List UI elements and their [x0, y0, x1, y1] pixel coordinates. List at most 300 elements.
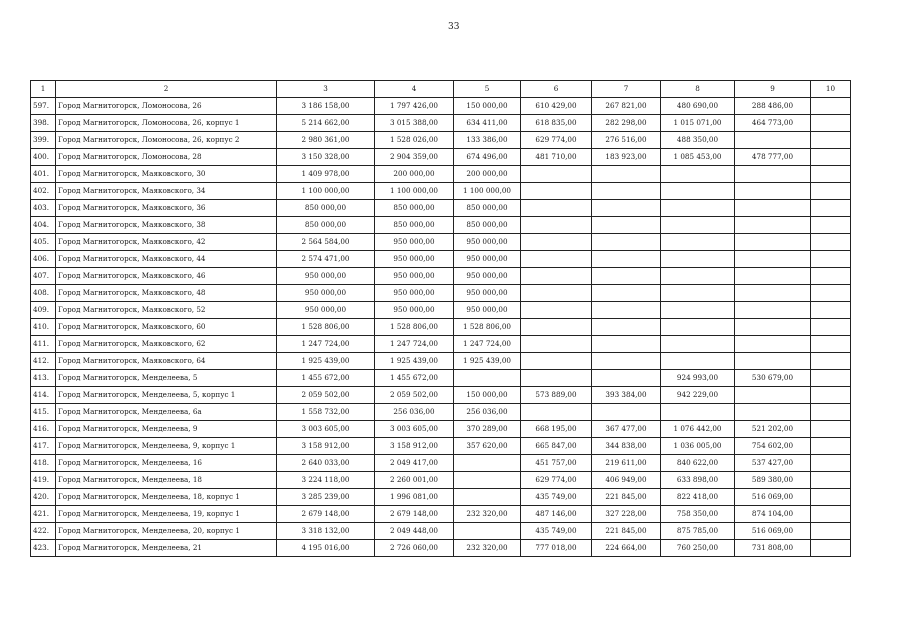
amount-cell: 393 384,00 — [592, 387, 661, 404]
amount-cell: 777 018,00 — [521, 540, 592, 557]
address-cell: Город Магнитогорск, Маяковского, 34 — [56, 183, 277, 200]
address-cell: Город Магнитогорск, Маяковского, 38 — [56, 217, 277, 234]
amount-cell: 357 620,00 — [454, 438, 521, 455]
row-number: 400. — [31, 149, 56, 166]
amount-cell — [661, 336, 735, 353]
amount-cell — [811, 200, 851, 217]
row-number: 411. — [31, 336, 56, 353]
table-row — [31, 472, 851, 489]
amount-cell: 665 847,00 — [521, 438, 592, 455]
table-body — [31, 81, 851, 557]
amount-cell: 521 202,00 — [735, 421, 811, 438]
address-cell: Город Магнитогорск, Ломоносова, 28 — [56, 149, 277, 166]
amount-cell — [811, 421, 851, 438]
row-number: 405. — [31, 234, 56, 251]
table-row — [31, 336, 851, 353]
amount-cell — [811, 166, 851, 183]
amount-cell: 618 835,00 — [521, 115, 592, 132]
row-number: 414. — [31, 387, 56, 404]
row-number: 407. — [31, 268, 56, 285]
amount-cell: 1 100 000,00 — [375, 183, 454, 200]
amount-cell — [811, 370, 851, 387]
table-row — [31, 98, 851, 115]
amount-cell: 760 250,00 — [661, 540, 735, 557]
amount-cell — [811, 523, 851, 540]
amount-cell — [592, 319, 661, 336]
amount-cell: 435 749,00 — [521, 523, 592, 540]
amount-cell — [811, 268, 851, 285]
table-row — [31, 319, 851, 336]
amount-cell: 183 923,00 — [592, 149, 661, 166]
table-row — [31, 523, 851, 540]
table-row — [31, 149, 851, 166]
amount-cell: 451 757,00 — [521, 455, 592, 472]
row-number: 410. — [31, 319, 56, 336]
table-row — [31, 166, 851, 183]
row-number: 403. — [31, 200, 56, 217]
amount-cell: 537 427,00 — [735, 455, 811, 472]
address-cell: Город Магнитогорск, Менделеева, 16 — [56, 455, 277, 472]
page-number: 33 — [448, 22, 460, 32]
amount-cell — [661, 200, 735, 217]
row-number: 416. — [31, 421, 56, 438]
amount-cell: 950 000,00 — [375, 234, 454, 251]
amount-cell: 942 229,00 — [661, 387, 735, 404]
amount-cell — [521, 302, 592, 319]
amount-cell — [521, 353, 592, 370]
address-cell: Город Магнитогорск, Менделеева, 18, корпус 1 — [56, 489, 277, 506]
amount-cell — [661, 183, 735, 200]
amount-cell — [811, 336, 851, 353]
amount-cell: 2 726 060,00 — [375, 540, 454, 557]
amount-cell: 2 059 502,00 — [375, 387, 454, 404]
amount-cell: 1 528 806,00 — [375, 319, 454, 336]
amount-cell: 367 477,00 — [592, 421, 661, 438]
amount-cell: 874 104,00 — [735, 506, 811, 523]
table-row — [31, 115, 851, 132]
amount-cell: 850 000,00 — [277, 200, 375, 217]
table-row — [31, 455, 851, 472]
amount-cell: 219 611,00 — [592, 455, 661, 472]
amount-cell: 406 949,00 — [592, 472, 661, 489]
amount-cell — [454, 455, 521, 472]
address-cell: Город Магнитогорск, Менделеева, 5 — [56, 370, 277, 387]
amount-cell — [661, 251, 735, 268]
amount-cell: 822 418,00 — [661, 489, 735, 506]
address-cell: Город Магнитогорск, Менделеева, 20, корпус 1 — [56, 523, 277, 540]
amount-cell — [592, 166, 661, 183]
amount-cell — [735, 166, 811, 183]
amount-cell: 2 574 471,00 — [277, 251, 375, 268]
amount-cell: 674 496,00 — [454, 149, 521, 166]
amount-cell — [735, 336, 811, 353]
amount-cell: 344 838,00 — [592, 438, 661, 455]
amount-cell: 1 558 732,00 — [277, 404, 375, 421]
amount-cell — [735, 217, 811, 234]
amount-cell — [811, 183, 851, 200]
amount-cell: 1 455 672,00 — [375, 370, 454, 387]
row-number: 597. — [31, 98, 56, 115]
amount-cell: 850 000,00 — [375, 217, 454, 234]
amount-cell — [735, 268, 811, 285]
amount-cell: 668 195,00 — [521, 421, 592, 438]
amount-cell — [735, 234, 811, 251]
amount-cell — [811, 455, 851, 472]
amount-cell: 150 000,00 — [454, 98, 521, 115]
amount-cell — [661, 404, 735, 421]
amount-cell: 288 486,00 — [735, 98, 811, 115]
amount-cell: 478 777,00 — [735, 149, 811, 166]
address-cell: Город Магнитогорск, Маяковского, 48 — [56, 285, 277, 302]
amount-cell: 2 049 448,00 — [375, 523, 454, 540]
row-number: 402. — [31, 183, 56, 200]
amount-cell: 276 516,00 — [592, 132, 661, 149]
amount-cell — [661, 285, 735, 302]
address-cell: Город Магнитогорск, Маяковского, 60 — [56, 319, 277, 336]
table-row — [31, 506, 851, 523]
row-number: 406. — [31, 251, 56, 268]
amount-cell: 464 773,00 — [735, 115, 811, 132]
amount-cell — [811, 251, 851, 268]
row-number: 399. — [31, 132, 56, 149]
address-cell: Город Магнитогорск, Менделеева, 9 — [56, 421, 277, 438]
amount-cell — [521, 166, 592, 183]
amount-cell: 924 993,00 — [661, 370, 735, 387]
amount-cell: 516 069,00 — [735, 523, 811, 540]
amount-cell: 629 774,00 — [521, 472, 592, 489]
amount-cell — [811, 319, 851, 336]
amount-cell: 200 000,00 — [454, 166, 521, 183]
amount-cell: 950 000,00 — [454, 251, 521, 268]
amount-cell: 1 085 453,00 — [661, 149, 735, 166]
row-number: 422. — [31, 523, 56, 540]
amount-cell — [592, 336, 661, 353]
column-header: 8 — [661, 81, 735, 98]
column-header: 3 — [277, 81, 375, 98]
amount-cell — [811, 472, 851, 489]
table-row — [31, 489, 851, 506]
amount-cell: 1 455 672,00 — [277, 370, 375, 387]
row-number: 398. — [31, 115, 56, 132]
amount-cell: 530 679,00 — [735, 370, 811, 387]
amount-cell: 850 000,00 — [277, 217, 375, 234]
amount-cell — [811, 353, 851, 370]
amount-cell: 2 564 584,00 — [277, 234, 375, 251]
amount-cell: 256 036,00 — [454, 404, 521, 421]
amount-cell: 1 100 000,00 — [454, 183, 521, 200]
amount-cell: 754 602,00 — [735, 438, 811, 455]
amount-cell — [592, 200, 661, 217]
amount-cell: 256 036,00 — [375, 404, 454, 421]
column-header: 4 — [375, 81, 454, 98]
amount-cell: 634 411,00 — [454, 115, 521, 132]
amount-cell — [661, 302, 735, 319]
table-row — [31, 251, 851, 268]
address-cell: Город Магнитогорск, Менделеева, 6а — [56, 404, 277, 421]
amount-cell — [811, 132, 851, 149]
table-row — [31, 540, 851, 557]
amount-cell — [521, 404, 592, 421]
amount-cell: 950 000,00 — [454, 285, 521, 302]
address-cell: Город Магнитогорск, Маяковского, 36 — [56, 200, 277, 217]
amount-cell: 1 925 439,00 — [375, 353, 454, 370]
row-number: 408. — [31, 285, 56, 302]
amount-cell — [811, 404, 851, 421]
amount-cell: 2 679 148,00 — [277, 506, 375, 523]
amount-cell — [735, 353, 811, 370]
table-row — [31, 217, 851, 234]
amount-cell: 950 000,00 — [277, 285, 375, 302]
amount-cell: 488 350,00 — [661, 132, 735, 149]
amount-cell: 232 320,00 — [454, 506, 521, 523]
column-header: 10 — [811, 81, 851, 98]
amount-cell — [811, 438, 851, 455]
amount-cell: 1 409 978,00 — [277, 166, 375, 183]
amount-cell — [811, 98, 851, 115]
amount-cell — [521, 183, 592, 200]
amount-cell — [521, 319, 592, 336]
amount-cell — [454, 370, 521, 387]
amount-cell: 3 015 388,00 — [375, 115, 454, 132]
amount-cell — [735, 404, 811, 421]
address-cell: Город Магнитогорск, Ломоносова, 26 — [56, 98, 277, 115]
amount-cell: 1 925 439,00 — [454, 353, 521, 370]
amount-cell — [661, 268, 735, 285]
column-header: 2 — [56, 81, 277, 98]
amount-cell: 1 797 426,00 — [375, 98, 454, 115]
amount-cell: 5 214 662,00 — [277, 115, 375, 132]
table-row — [31, 285, 851, 302]
amount-cell: 3 318 132,00 — [277, 523, 375, 540]
amount-cell: 950 000,00 — [454, 268, 521, 285]
amount-cell — [592, 234, 661, 251]
amount-cell: 758 350,00 — [661, 506, 735, 523]
address-cell: Город Магнитогорск, Маяковского, 64 — [56, 353, 277, 370]
row-number: 423. — [31, 540, 56, 557]
row-number: 413. — [31, 370, 56, 387]
row-number: 419. — [31, 472, 56, 489]
amount-cell — [521, 370, 592, 387]
address-cell: Город Магнитогорск, Ломоносова, 26, корпус 2 — [56, 132, 277, 149]
amount-cell: 633 898,00 — [661, 472, 735, 489]
amount-cell — [735, 132, 811, 149]
amount-cell — [521, 336, 592, 353]
address-cell: Город Магнитогорск, Маяковского, 42 — [56, 234, 277, 251]
amount-cell — [592, 268, 661, 285]
amount-cell: 3 158 912,00 — [375, 438, 454, 455]
amount-cell: 3 150 328,00 — [277, 149, 375, 166]
address-cell: Город Магнитогорск, Маяковского, 52 — [56, 302, 277, 319]
amount-cell — [811, 285, 851, 302]
amount-cell — [811, 387, 851, 404]
amount-cell: 731 808,00 — [735, 540, 811, 557]
amount-cell — [811, 234, 851, 251]
amount-cell: 2 679 148,00 — [375, 506, 454, 523]
amount-cell: 3 003 605,00 — [277, 421, 375, 438]
table-row — [31, 268, 851, 285]
amount-cell: 516 069,00 — [735, 489, 811, 506]
table-row — [31, 387, 851, 404]
amount-cell — [735, 285, 811, 302]
amount-cell — [811, 217, 851, 234]
amount-cell — [454, 472, 521, 489]
column-header: 5 — [454, 81, 521, 98]
amount-cell — [735, 200, 811, 217]
amount-cell: 1 247 724,00 — [375, 336, 454, 353]
amount-cell: 573 889,00 — [521, 387, 592, 404]
amount-cell: 1 076 442,00 — [661, 421, 735, 438]
amount-cell: 2 640 033,00 — [277, 455, 375, 472]
amount-cell — [661, 319, 735, 336]
amount-cell: 1 015 071,00 — [661, 115, 735, 132]
amount-cell: 850 000,00 — [454, 217, 521, 234]
address-cell: Город Магнитогорск, Менделеева, 21 — [56, 540, 277, 557]
row-number: 412. — [31, 353, 56, 370]
amount-cell — [592, 404, 661, 421]
amount-cell: 4 195 016,00 — [277, 540, 375, 557]
amount-cell: 487 146,00 — [521, 506, 592, 523]
amount-cell: 3 285 239,00 — [277, 489, 375, 506]
amount-cell — [661, 166, 735, 183]
amount-cell: 1 528 026,00 — [375, 132, 454, 149]
table-row — [31, 353, 851, 370]
amount-cell — [735, 319, 811, 336]
amount-cell: 850 000,00 — [375, 200, 454, 217]
amount-cell: 133 386,00 — [454, 132, 521, 149]
address-cell: Город Магнитогорск, Маяковского, 46 — [56, 268, 277, 285]
column-header: 9 — [735, 81, 811, 98]
address-cell: Город Магнитогорск, Менделеева, 19, корпус 1 — [56, 506, 277, 523]
amount-cell: 435 749,00 — [521, 489, 592, 506]
amount-cell — [811, 489, 851, 506]
amount-cell — [521, 251, 592, 268]
amount-cell: 875 785,00 — [661, 523, 735, 540]
amount-cell — [661, 353, 735, 370]
amount-cell — [661, 217, 735, 234]
amount-cell: 1 247 724,00 — [277, 336, 375, 353]
amount-cell: 224 664,00 — [592, 540, 661, 557]
amount-cell — [735, 387, 811, 404]
amount-cell: 850 000,00 — [454, 200, 521, 217]
amount-cell — [521, 200, 592, 217]
amount-cell: 232 320,00 — [454, 540, 521, 557]
row-number: 409. — [31, 302, 56, 319]
amount-cell — [454, 523, 521, 540]
amount-cell: 950 000,00 — [375, 302, 454, 319]
address-cell: Город Магнитогорск, Менделеева, 9, корпус 1 — [56, 438, 277, 455]
row-number: 421. — [31, 506, 56, 523]
table-row — [31, 302, 851, 319]
amount-cell: 2 049 417,00 — [375, 455, 454, 472]
amount-cell: 267 821,00 — [592, 98, 661, 115]
amount-cell — [521, 234, 592, 251]
table-row — [31, 404, 851, 421]
amount-cell: 221 845,00 — [592, 489, 661, 506]
amount-cell — [592, 251, 661, 268]
amount-cell — [521, 285, 592, 302]
table-row — [31, 438, 851, 455]
amount-cell: 950 000,00 — [375, 285, 454, 302]
address-cell: Город Магнитогорск, Менделеева, 18 — [56, 472, 277, 489]
amount-cell: 950 000,00 — [277, 302, 375, 319]
amount-cell: 3 224 118,00 — [277, 472, 375, 489]
amount-cell — [811, 302, 851, 319]
amount-cell — [811, 506, 851, 523]
amount-cell: 1 528 806,00 — [454, 319, 521, 336]
amount-cell — [735, 183, 811, 200]
amount-cell: 221 845,00 — [592, 523, 661, 540]
amount-cell: 950 000,00 — [454, 302, 521, 319]
amount-cell: 950 000,00 — [375, 268, 454, 285]
row-number: 415. — [31, 404, 56, 421]
amount-cell: 1 036 005,00 — [661, 438, 735, 455]
amount-cell: 1 100 000,00 — [277, 183, 375, 200]
amount-cell — [811, 115, 851, 132]
amount-cell: 370 289,00 — [454, 421, 521, 438]
amount-cell: 2 980 361,00 — [277, 132, 375, 149]
amount-cell: 950 000,00 — [454, 234, 521, 251]
amount-cell — [592, 353, 661, 370]
amount-cell: 2 260 001,00 — [375, 472, 454, 489]
amount-cell: 1 925 439,00 — [277, 353, 375, 370]
amount-cell: 3 158 912,00 — [277, 438, 375, 455]
table-row — [31, 234, 851, 251]
amount-cell: 950 000,00 — [277, 268, 375, 285]
amount-cell — [592, 183, 661, 200]
amount-cell: 3 003 605,00 — [375, 421, 454, 438]
amount-cell — [661, 234, 735, 251]
amount-cell — [592, 285, 661, 302]
column-header: 1 — [31, 81, 56, 98]
header-row — [31, 81, 851, 98]
amount-cell — [521, 268, 592, 285]
amount-cell: 589 380,00 — [735, 472, 811, 489]
amount-cell: 610 429,00 — [521, 98, 592, 115]
row-number: 418. — [31, 455, 56, 472]
address-cell: Город Магнитогорск, Маяковского, 44 — [56, 251, 277, 268]
address-cell: Город Магнитогорск, Менделеева, 5, корпус 1 — [56, 387, 277, 404]
amount-cell: 1 528 806,00 — [277, 319, 375, 336]
amount-cell: 3 186 158,00 — [277, 98, 375, 115]
amount-cell: 200 000,00 — [375, 166, 454, 183]
column-header: 7 — [592, 81, 661, 98]
amount-cell: 2 059 502,00 — [277, 387, 375, 404]
table-row — [31, 183, 851, 200]
amount-cell: 150 000,00 — [454, 387, 521, 404]
amount-cell — [811, 540, 851, 557]
amount-cell: 327 228,00 — [592, 506, 661, 523]
row-number: 420. — [31, 489, 56, 506]
amount-cell: 481 710,00 — [521, 149, 592, 166]
address-cell: Город Магнитогорск, Маяковского, 62 — [56, 336, 277, 353]
amount-cell: 840 622,00 — [661, 455, 735, 472]
amount-cell: 950 000,00 — [375, 251, 454, 268]
amount-cell: 1 996 081,00 — [375, 489, 454, 506]
amount-cell — [735, 251, 811, 268]
amount-cell — [592, 370, 661, 387]
row-number: 404. — [31, 217, 56, 234]
table-row — [31, 421, 851, 438]
amount-cell — [521, 217, 592, 234]
row-number: 417. — [31, 438, 56, 455]
amount-cell: 629 774,00 — [521, 132, 592, 149]
amount-cell — [735, 302, 811, 319]
amount-cell: 480 690,00 — [661, 98, 735, 115]
amount-cell — [811, 149, 851, 166]
amount-cell: 2 904 359,00 — [375, 149, 454, 166]
address-cell: Город Магнитогорск, Ломоносова, 26, корпус 1 — [56, 115, 277, 132]
row-number: 401. — [31, 166, 56, 183]
